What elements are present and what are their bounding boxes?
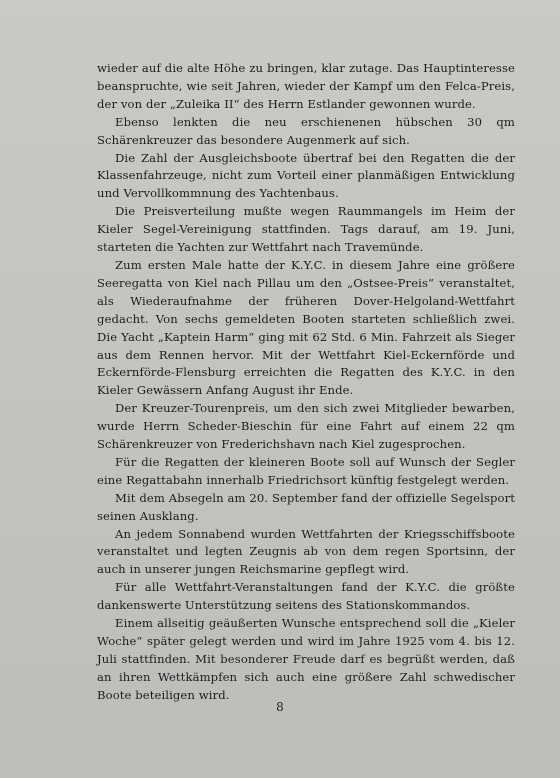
paragraph: Für alle Wettfahrt-Veranstaltungen fand der K.Y.C. die größte dankenswerte Unterstützung seitens des Stationskommandos. <box>97 580 515 613</box>
body-text <box>97 60 515 705</box>
paragraph: Ebenso lenkten die neu erschienenen hübschen 30 qm Schärenkreuzer das besondere Augenmerk auf sich. <box>97 114 515 147</box>
paragraph-continuation: wieder auf die alte Höhe zu bringen, klar zutage. Das Hauptinteresse beanspruchte, wie seit Jahren, wieder der Kampf um den Felca-Preis, der von der „Zuleika II“ des Herrn Estlander gewonnen wurde. <box>97 61 515 111</box>
paragraph: Mit dem Absegeln am 20. September fand der offizielle Segelsport seinen Ausklang. <box>97 490 515 523</box>
paragraph: Die Preisverteilung mußte wegen Raummangels im Heim der Kieler Segel-Vereinigung stattfinden. Tags darauf, am 19. Juni, starteten die Yachten zur Wettfahrt nach Travemünde. <box>97 204 515 255</box>
paragraph: Der Kreuzer-Tourenpreis, um den sich zwei Mitglieder bewarben, wurde Herrn Scheder-Bieschin für eine Fahrt auf einem 22 qm Schärenkreuzer von Frederichshavn nach Kiel zugesprochen. <box>97 401 515 452</box>
paragraph: Für die Regatten der kleineren Boote soll auf Wunsch der Segler eine Regattabahn innerhalb Friedrichsort künftig festgelegt werden. <box>97 454 515 487</box>
paragraph: Die Zahl der Ausgleichsboote übertraf bei den Regatten die der Klassenfahrzeuge, nicht zum Vorteil einer planmäßigen Entwicklung und Vervollkommnung des Yachtenbaus. <box>97 150 515 201</box>
paragraph: Zum ersten Male hatte der K.Y.C. in diesem Jahre eine größere Seeregatta von Kiel nach Pillau um den „Ostsee-Preis“ veranstaltet, als Wiederaufnahme der früheren Dover-Helgoland-Wettfahrt gedacht. Von sechs gemeldeten Booten starteten schließlich zwei. Die Yacht „Kaptein Harm“ ging mit 62 Std. 6 Min. Fahrzeit als Sieger aus dem Rennen hervor. Mit der Wettfahrt Kiel-Eckernförde und Eckernförde-Flensburg erreichten die Regatten des K.Y.C. in den Kieler Gewässern Anfang August ihr Ende. <box>97 257 515 398</box>
paragraph: An jedem Sonnabend wurden Wettfahrten der Kriegsschiffsboote veranstaltet und legten Zeugnis ab von dem regen Sportsinn, der auch in unserer jungen Reichsmarine gepflegt wird. <box>97 526 515 577</box>
paragraph: Einem allseitig geäußerten Wunsche entsprechend soll die „Kieler Woche“ später gelegt werden und wird im Jahre 1925 vom 4. bis 12. Juli stattfinden. Mit besonderer Freude darf es begrüßt werden, daß an ihren Wettkämpfen sich auch eine größere Zahl schwedischer Boote beteiligen wird. <box>97 616 515 702</box>
page-number: 8 <box>276 700 284 714</box>
